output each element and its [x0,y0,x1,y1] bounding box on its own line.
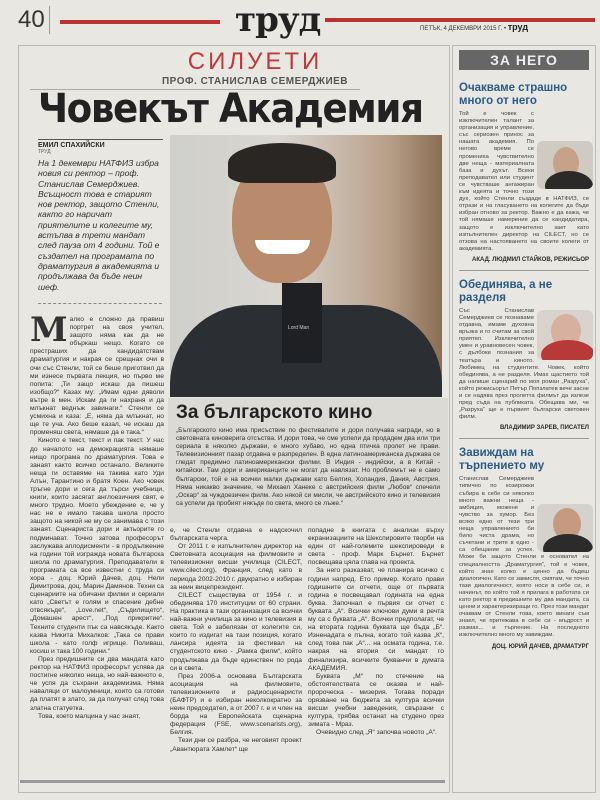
paragraph: През предишните си два мандата като ректор на НАТФИЗ професорът успява да постигне няколко неща, но най-важното е, че успя да съхрани академизма. Няма наваляци от малоумници, които са готови да платят в злато, за да получат след това златна статуетка. [30,655,164,712]
zarev-photo [537,310,593,360]
dachev-photo [537,504,593,552]
paragraph: Тези дни се разбра, че неговият проект „Авантюрата Хамлет“ ще [170,737,302,753]
sidebar-section [459,82,589,264]
paragraph: CILECT съществува от 1954 г. и обединява 170 институции от 60 страни. На практика в тази организация са всички най-важни училища за кино и телевизия в света. Той е забелязан от колегите си, които го издигат на тази позиция, когато лансира идеята за фестивал на студентското кино - „Рамка филм“, който продължава да бъде единствен по рода си в света. [170,591,302,672]
date-text: ПЕТЪК, 4 ДЕКЕМВРИ 2015 Г. • [420,26,507,32]
sidebar-section [459,447,589,650]
portrait-photo [170,135,442,397]
sidebar-signature: ВЛАДИМИР ЗАРЕВ, ПИСАТЕЛ [500,425,589,432]
article-column-1 [30,310,164,721]
article-column-2 [170,527,302,754]
jacket [545,171,593,189]
paragraph: попадне в книгата с анализи върху екранизациите на Шекспировите творби на един от най-големите шекспироведи в света - проф. Марк Бърнет. Бърнет посвещава цяла глава на проекта. [308,527,444,567]
paragraph: Киното е текст, текст и пак текст. У нас до началото на демокрацията нямаше нищо програма по драматургия. Това е занаят както всичко останало. Великите неща ги оставяме на такива като Уди Алън, Тарантино и братя Коен. Ако човек тръгне дори и сега да търси учебници, книги, които засягат англоезичния свят, е много трудно. Моето убеждение е, че у нас не е имало такава школа просто защото на никой не му се занимава с този занаят. Сценариста дори и актьорите го подминават. Точно затова професорът заслужава аплодисменти - в продължение на години той изгражда новата българска школа по драматургия. Преподаватели в програмата са все известни с труда си хора - доц. Юрий Дачев, доц. Нели Димитрова, доц. Марин Дамянов. Техни са сценариите на обичани филми и сериали като „Светът е голям и спасение дебне отвсякъде“, „Love.net“, „Съдилището“, „Домашен арест“, „Под прикритие“. Техните студенти пък са навсякъде. Както казва Никита Михалков: „Така се прави школа - като голф игрище. Поливаш, косиш и така 100 години.“ [30,437,164,655]
divider [38,303,162,304]
paragraph: За него разказват, че планира всичко с години напред. Ето пример. Когато прави годишните си отчети, още от първата година е посвещавал годината на една буква. Започнал е първия си отчет с буквата „А“. Всички ключови думи в речта му са с буквата „А“. Всички предполагат, че на втората година буквата ще бъда „Б“. Изненадата е пълна, когато той казва „К“, след това пак „А“... на осмата година, т.е. накрая на втория си мандат го финализира, всичките букванчи в думата АКАДЕМИЯ. [308,567,444,672]
issue-date [420,22,528,32]
sidebar-header: ЗА НЕГО [459,50,589,70]
jacket [543,534,593,552]
paragraph: е, че Стенли отдавна е надскочил българската черга. [170,527,302,543]
bottom-rule [20,780,445,783]
paragraph: Това, което малцина у нас знаят, [38,712,141,720]
divider [459,270,589,271]
paragraph: Буквата „М“ по стечение на обстоятелствата се оказва и най-пророческа - мизерия. Тогава поради орязване на бюджета за култура всички висши учебни заведения, свързани с култура, трябва останат на студено през зимата - Мраз. [308,672,444,729]
rubric: СИЛУЕТИ [187,48,323,75]
sidebar-section-title: Обединява, а не разделя [459,278,553,304]
article-subtitle: ПРОФ. СТАНИСЛАВ СЕМЕРДЖИЕВ [161,76,349,87]
sidebar-section-title: Завиждам на търпението му [459,447,545,473]
article-column-3 [308,527,444,737]
quote-box-text: „Българското кино има присъствие по фестивалите и дори получава награди, но в световната киноверига отсъства. И дори това, че сме успели да продадем два или три сериала в няколко държави, е много хубаво, но една птичка пролет не прави. Телевизионният пазар отдавна е разпределен. В една латиноамериканска държава се гледат предимно латиноамерикански филми. В Индия - индийски, а в Китай - китайски. Там дори и американците не могат да навлязат. Но проблемът не е само български, той е на всички малки държави като Белгия, Холандия, Дания, Австрия. Няма никакво значение, че Михаел Ханеке с австрийския филм „Любов“ спечели „Оскар“ за чуждоезичен филм. Ако някой си мисли, че австрийското кино и телевизия са успели да пробият някъде по света, много се лъже.“ [176,427,440,507]
paragraph: През 2006-а основава Българската асоциация на филмовите, телевизионните и радиосценаристи (БАФТР) и е избиран неколкократно за неин председател, а от 2007 г. е и член на борда на Европейската сценарна федерация (FSE, www.scenarists.org), Белгия. [170,672,302,737]
sidebar [452,45,596,793]
lead-paragraph: На 1 декември НАТФИЗ избра новия си ректор – проф. Станислав Семерджиев. Всъщност това е старият нов ректор, защото Стенли, както го наричат приятелите и колегите му, встъпва в трети мандат след пауза от 4 години. Той е създател на програмата по драматургия в академията и продължава да бъде неин шеф. [38,158,160,292]
drop-cap: М [30,310,68,350]
sidebar-section-text: Със Станислав Семерджиев се познаваме отдавна, имаме духовна връзка и го считам за свой приятел. Изключително умен и уравновесен човек, с дълбоки познания за театъра и киното. Любимец на студентите. Човек, който обединява, а не разделя. Имах щастието той да напише сценарий по моя роман „Разруха“, който режисьорът Петър Попзлатев вече засне и се надява през пролетта филмът да излезе пред съда на публиката. Обещава ми, че „Разруха“ ще е първият български световен филм. [459,307,589,421]
headline: Човекът Академия [38,86,423,132]
author-paper: ТРУД [38,149,51,155]
paragraph: Очевидно след „Я“ започва новото „А“. [316,729,437,737]
quote-box-title: За българското кино [176,402,373,423]
divider [459,438,589,439]
staykov-photo [537,141,593,189]
newspaper-logo: труд [235,0,321,40]
page-number: 40 [18,6,50,34]
paragraph: От 2011 г. е изпълнителен директор на Световната асоциация на филмовите и телевизионни висши училища (CILECT, www.cilect.org), Франция, след като в периода 2002-2010 г. двукратно е избиран за неин вицепрезидент. [170,543,302,591]
sidebar-section-text: Той е човек с изключителен талант за организация и управление, със сериозен принос за нашата академия. По негово време се промениха чувствително две неща - материалната база и духът. Всеки преподавател или студент се чувстваше ангажиран към идеята и точно този дух, който Стенли създаде в НАТФИЗ, се отрази и на гласуването на колегите да бъде избран отново за ректор. Важно е да кажа, че той нямаше намерение да се кандидатира, защото е изключително зает като изпълнителен директор на CILECT, но се отзова на настояването на своите колеги от академията. [459,111,589,252]
sidebar-signature: АКАД. ЛЮДМИЛ СТАЙКОВ, РЕЖИСЬОР [472,256,589,263]
author: ЕМИЛ СПАХИЙСКИ [38,139,163,149]
sidebar-signature: ДОЦ. ЮРИЙ ДАЧЕВ, ДРАМАТУРГ [491,643,589,650]
sweater [541,340,593,360]
paragraph: алко е сложно да правиш портрет на своя учител, защото няма как да не объркаш нещо. Когато се престраших да кандидатствам драматургия и накрая се срещнах очи в очи със Стенли, той се беше приготвил да ми изнесе първата лекция, но първо ме попита: „Ти защо искаш да пишеш изобщо?“ Казах му: „Имам едни дяволи вътре в мен. Искам да ги нахраня и да млъкнат веднъж завинаги.“ Стенли се усмихна и каза: „Е, няма да млъкнат, но ще те уча. Ако беше казал, че искаш да променяш света, нямаше да е така.“ [30,316,164,437]
shirt [282,283,322,363]
sidebar-section-title: Очакваме страшно много от него [459,82,568,107]
hair [228,143,336,183]
sidebar-section-text: Станислав Семерджиев типично по козирожки събира в себе си няколко много важни неща - амбиция, можене и чувство за хумор. Без всяко едно от тези три неща управлението би било чиста драма, но съчетани и трите в едно - са обещание за успех. Може би защото Стенли е основател на специалността „Драматургия“, той е човек, който знае колко е ценно да бъдеш диалогичен. Като се замисля, смятам, че точно тази диалогичност, която носи в себе си, и начинът, по който той я прилага в работата си като ректор в предишните му два мандата, са ценни и характеризиращи го. През този мандат очаквам от Стенли това, което винаги съм знаел, че притежава в себе си - мъдрост и размах... и търпение. На последното изключително много му завиждам. [459,476,590,639]
header-rule-left [60,20,220,24]
shirt-label: Lord Man [288,325,310,331]
date-logo: труд [507,22,529,32]
quote-box [168,398,448,523]
sidebar-section [459,279,589,433]
smile [255,240,310,254]
